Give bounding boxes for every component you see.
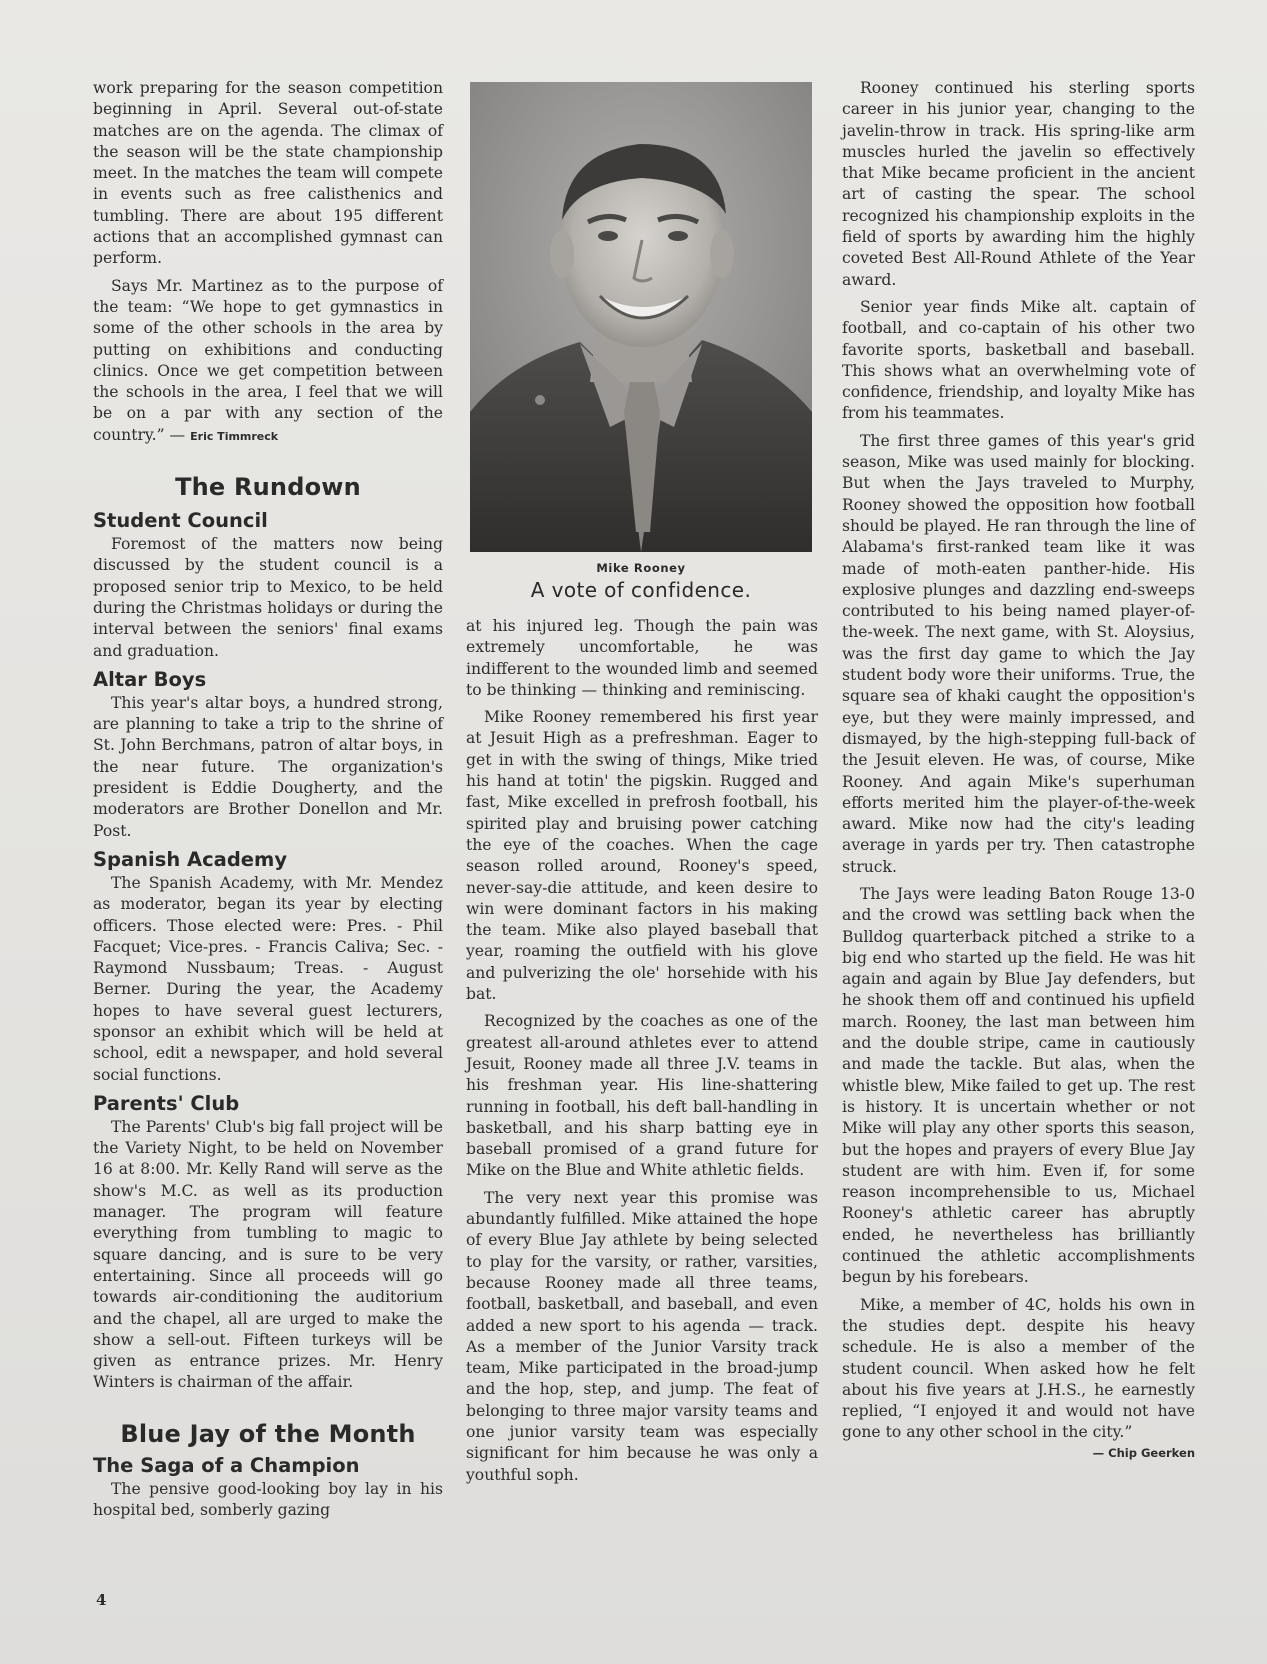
saga-paragraph: The pensive good-looking boy lay in his hospital bed, somberly gazing [93,1479,443,1520]
baton-rouge-paragraph: The Jays were leading Baton Rouge 13-0 and the crowd was settling back when the Bulldog quarterback pitched a strike to a big end who started up the field. He was hit again and again by Blue Jay defenders, but he shook them off and continued his upfield march. Rooney, the last man between him and the double stripe, came in cautiously and made the tackle. But alas, when the whistle blew, Mike failed to get up. The rest is history. It is uncertain whether or not Mike will play any other sports this season, but the hopes and prayers of every Blue Jay student are with him. Even if, for some reason incomprehensible to us, Michael Rooney's athletic career has abruptly ended, he nevertheless has brilliantly continued the athletic accomplishments begun by his forebears. [842,884,1195,1287]
student-council-heading: Student Council [93,509,268,533]
portrait-image [470,82,812,552]
mike-sophomore-paragraph: The very next year this promise was abundantly fulfilled. Mike attained the hope of every Blue Jay athlete by being selected to play for the varsity, or rather, varsities, because Rooney made all three teams, football, basketball, and baseball, and even added a new sport to his agenda — track. As a member of the Junior Varsity track team, Mike participated in the broad-jump and the hop, step, and jump. The feat of belonging to three major varsity teams and one junior varsity team was especially significant for him because he was only a youthful soph. [466,1188,818,1484]
spanish-academy-heading: Spanish Academy [93,847,288,871]
rundown-heading: The Rundown [175,473,361,502]
parents-club-paragraph: The Parents' Club's big fall project will be the Variety Night, to be held on November 16 at 8:00. Mr. Kelly Rand will serve as the show's M.C. as well as its production manager. The program will feature everything from tumbling to magic to square dancing, and is sure to be very entertaining. Since all proceeds will go towards air-conditioning the auditorium and the chapel, all are urged to make the show a sell-out. Fifteen turkeys will be given as entrance prizes. Mr. Henry Winters is chairman of the affair. [93,1117,443,1392]
martinez-quote-paragraph [93,276,443,447]
quote-author: Eric Timmreck [190,429,279,443]
column-left [93,78,443,1521]
page-number: 4 [96,1591,107,1609]
grid-season-paragraph: The first three games of this year's grid season, Mike was used mainly for blocking. But when the Jays traveled to Murphy, Rooney showed the opposition how football should be played. He ran through the line of Alabama's first-ranked team like it was made of moth-eaten panther-hide. His explosive plunges and dazzling end-sweeps contributed to his being named player-of-the-week. The next game, with St. Aloysius, was the first day game to which the Jay student body wore their uniforms. True, the square sea of khaki caught the opposition's eye, but they were mainly impressed, and dismayed, by the high-stepping full-back of the Jesuit eleven. He was, of course, Mike Rooney. And again Mike's superhuman efforts merited him the player-of-the-week award. Mike now had the city's leading average in yards per try. Then catastrophe struck. [842,431,1195,876]
mike-junior-paragraph: Rooney continued his sterling sports career in his junior year, changing to the javelin-throw in track. His spring-like arm muscles hurled the javelin so effectively that Mike became proficient in the ancient art of casting the spear. The school recognized his championship exploits in the field of sports by awarding him the highly coveted Best All-Round Athlete of the Year award. [842,79,1195,289]
mike-injury-paragraph: at his injured leg. Though the pain was extremely uncomfortable, he was indifferent to the wounded limb and seemed to be thinking — thinking and reminiscing. [466,617,818,699]
column-right [842,78,1195,1460]
photo-caption-tagline: A vote of confidence. [530,578,752,602]
blue-jay-heading: Blue Jay of the Month [120,1419,416,1448]
column-middle [466,616,818,1486]
spanish-academy-paragraph: The Spanish Academy, with Mr. Mendez as moderator, began its year by electing officers. Those elected were: Pres. - Phil Facquet; Vice-pres. - Francis Caliva; Sec. - Raymond Nussbaum; Treas. - August Berner. During the year, the Academy hopes to have several guest lecturers, sponsor an exhibit which will be held at school, edit a newspaper, and hold several social functions. [93,873,443,1084]
article-byline: — Chip Geerken [1092,1445,1195,1460]
mike-prefreshman-paragraph: Mike Rooney remembered his first year at Jesuit High as a prefreshman. Eager to get in with the swing of things, Mike tried his hand at totin' the pigskin. Rugged and fast, Mike excelled in prefrosh football, his spirited play and bruising power catching the eye of the coaches. When the cage season rolled around, Rooney's speed, never-say-die attitude, and keen desire to win were dominant factors in his making the team. Mike also played baseball that year, roaming the outfield with his glove and pulverizing the ole' horsehide with his bat. [466,708,818,1004]
mike-senior-paragraph: Senior year finds Mike alt. captain of football, and co-captain of his other two favorite sports, basketball and baseball. This shows what an overwhelming vote of confidence, friendship, and loyalty Mike has from his teammates. [842,297,1195,423]
parents-club-heading: Parents' Club [93,1091,240,1115]
student-council-paragraph: Foremost of the matters now being discussed by the student council is a proposed senior trip to Mexico, to be held during the Christmas holidays or during the interval between the seniors' final exams and graduation. [93,535,443,660]
martinez-quote-text: Says Mr. Martinez as to the purpose of the team: “We hope to get gymnastics in some of the other schools in the area by putting on exhibitions and conducting clinics. Once we get competition between the schools in the area, I feel that we will be on a par with any section of the country.” — [93,276,443,444]
studies-paragraph: Mike, a member of 4C, holds his own in the studies dept. despite his heavy schedule. He is also a member of the student council. When asked how he felt about his five years at J.H.S., he earnestly replied, “I enjoyed it and would not have gone to any other school in the city.” [842,1295,1195,1442]
mike-freshman-paragraph: Recognized by the coaches as one of the greatest all-around athletes ever to attend Jesuit, Rooney made all three J.V. teams in his freshman year. His line-shattering running in football, his deft ball-handling in basketball, and his sharp batting eye in baseball promised of a grand future for Mike on the Blue and White athletic fields. [466,1012,818,1180]
gymnastics-paragraph: work preparing for the season competition beginning in April. Several out-of-state matches are on the agenda. The climax of the season will be the state championship meet. In the matches the team will compete in events such as free calisthenics and tumbling. There are about 195 different actions that an accomplished gymnast can perform. [93,79,443,268]
altar-boys-paragraph: This year's altar boys, a hundred strong, are planning to take a trip to the shrine of St. John Berchmans, patron of altar boys, in the near future. The organization's president is Eddie Dougherty, and the moderators are Brother Donellon and Mr. Post. [93,693,443,840]
altar-boys-heading: Altar Boys [93,667,207,691]
photo-caption-name: Mike Rooney [596,561,686,575]
saga-subheading: The Saga of a Champion [93,1453,360,1477]
portrait-photo [470,82,812,552]
